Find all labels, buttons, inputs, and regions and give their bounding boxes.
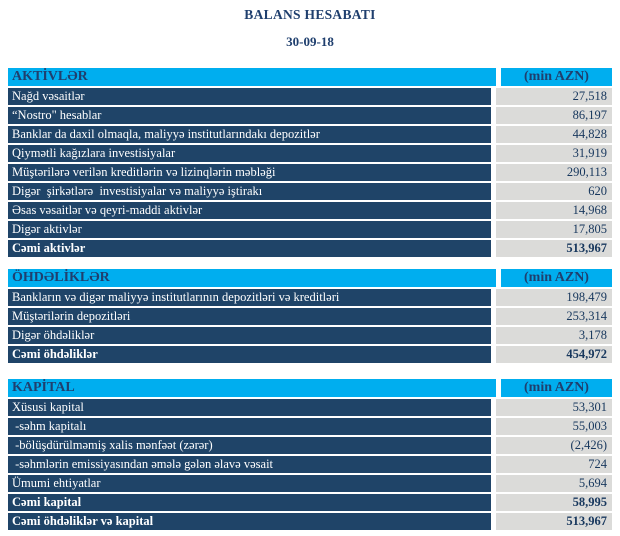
- row-value: 290,113: [496, 164, 612, 181]
- section-rows: [8, 88, 612, 257]
- report-title: BALANS HESABATI: [244, 7, 376, 22]
- row-label: Müştərilərin depozitləri: [8, 308, 491, 325]
- row-value: 454,972: [496, 346, 612, 363]
- row-label: Cəmi kapital: [8, 494, 491, 511]
- row-label: Cəmi öhdəliklər və kapital: [8, 513, 491, 530]
- section-header-row: [8, 68, 612, 86]
- table-row: [8, 308, 612, 325]
- table-row: [8, 107, 612, 124]
- row-label: Digər şirkətlərə investisiyalar və maliyyə iştirakı: [8, 183, 491, 200]
- row-label: Xüsusi kapital: [8, 399, 491, 416]
- section-aktivler: [8, 68, 612, 257]
- table-row: [8, 456, 612, 473]
- row-value: 53,301: [496, 399, 612, 416]
- section-ohdelikler: [8, 269, 612, 363]
- row-value: 14,968: [496, 202, 612, 219]
- row-label: -səhmlərin emissiyasından əmələ gələn əlavə vəsait: [8, 456, 491, 473]
- row-label: Digər aktivlər: [8, 221, 491, 238]
- section-kapital: [8, 379, 612, 530]
- row-label: -bölüşdürülməmiş xalis mənfəət (zərər): [8, 437, 491, 454]
- row-value: 5,694: [496, 475, 612, 492]
- section-title: AKTİVLƏR: [8, 68, 496, 86]
- table-row: [8, 327, 612, 344]
- row-label: Qiymətli kağızlara investisiyalar: [8, 145, 491, 162]
- table-row: [8, 221, 612, 238]
- table-row: [8, 346, 612, 363]
- row-value: 513,967: [496, 240, 612, 257]
- row-value: 31,919: [496, 145, 612, 162]
- unit-label: (min AZN): [501, 379, 612, 397]
- report-date: 30-09-18: [286, 34, 334, 49]
- table-row: [8, 202, 612, 219]
- row-value: 55,003: [496, 418, 612, 435]
- row-label: Cəmi aktivlər: [8, 240, 491, 257]
- row-value: 253,314: [496, 308, 612, 325]
- row-label: Nağd vəsaitlər: [8, 88, 491, 105]
- row-value: 44,828: [496, 126, 612, 143]
- table-row: [8, 183, 612, 200]
- row-value: 620: [496, 183, 612, 200]
- row-label: Bankların və digər maliyyə institutlarının depozitləri və kreditləri: [8, 289, 491, 306]
- table-row: [8, 418, 612, 435]
- row-value: 86,197: [496, 107, 612, 124]
- row-label: Banklar da daxil olmaqla, maliyyə institutlarındakı depozitlər: [8, 126, 491, 143]
- unit-label: (min AZN): [501, 269, 612, 287]
- table-row: [8, 437, 612, 454]
- table-row: [8, 126, 612, 143]
- table-row: [8, 145, 612, 162]
- row-label: Ümumi ehtiyatlar: [8, 475, 491, 492]
- table-row: [8, 494, 612, 511]
- row-value: 27,518: [496, 88, 612, 105]
- section-header-row: [8, 379, 612, 397]
- unit-label: (min AZN): [501, 68, 612, 86]
- row-value: 3,178: [496, 327, 612, 344]
- row-value: 198,479: [496, 289, 612, 306]
- table-row: [8, 88, 612, 105]
- row-label: Digər öhdəliklər: [8, 327, 491, 344]
- table-row: [8, 399, 612, 416]
- report-sections: [0, 68, 620, 530]
- row-value: 17,805: [496, 221, 612, 238]
- table-row: [8, 164, 612, 181]
- row-label: Cəmi öhdəliklər: [8, 346, 491, 363]
- row-label: Əsas vəsaitlər və qeyri-maddi aktivlər: [8, 202, 491, 219]
- row-value: 724: [496, 456, 612, 473]
- section-title: ÖHDƏLİKLƏR: [8, 269, 496, 287]
- row-label: “Nostro" hesablar: [8, 107, 491, 124]
- section-header-row: [8, 269, 612, 287]
- section-title: KAPİTAL: [8, 379, 496, 397]
- table-row: [8, 289, 612, 306]
- table-row: [8, 513, 612, 530]
- table-row: [8, 475, 612, 492]
- row-label: -səhm kapitalı: [8, 418, 491, 435]
- table-row: [8, 240, 612, 257]
- section-rows: [8, 289, 612, 363]
- row-value: 58,995: [496, 494, 612, 511]
- row-value: 513,967: [496, 513, 612, 530]
- section-rows: [8, 399, 612, 530]
- row-value: (2,426): [496, 437, 612, 454]
- row-label: Müştərilərə verilən kreditlərin və lizinqlərin məbləği: [8, 164, 491, 181]
